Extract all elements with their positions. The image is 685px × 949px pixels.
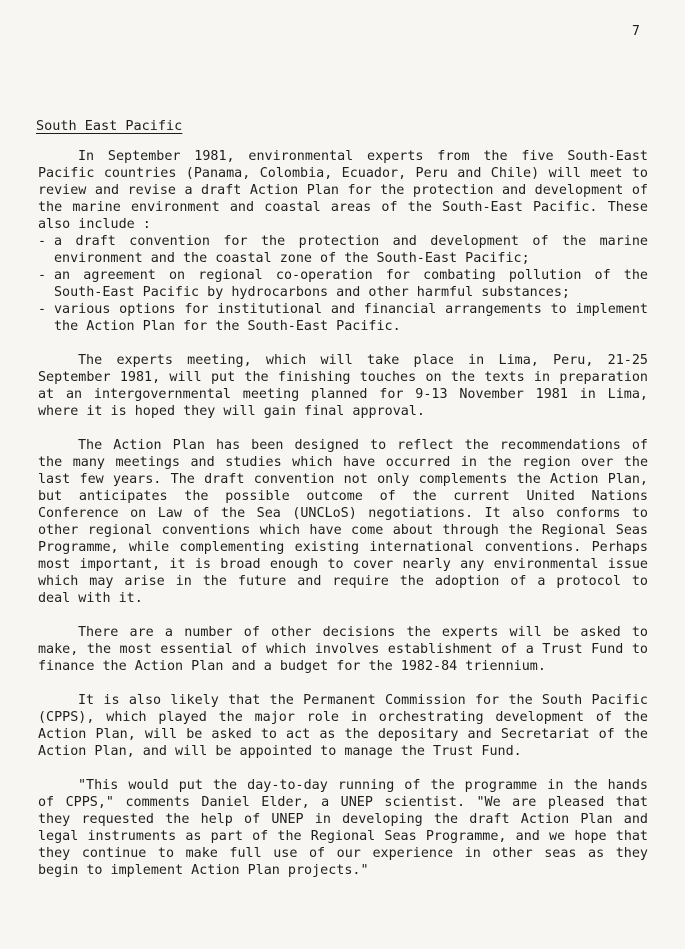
intro-paragraph: In September 1981, environmental experts from the five South-East Pacific countries (Panama, Colombia, Ecuador, Peru and Chile) will meet to review and revise a draft Action Plan for the protection and development of the marine environment and coastal areas of the South-East Pacific. These also include : [38, 149, 648, 232]
list-item-text: a draft convention for the protection and development of the marine environment and the coastal zone of the South-East Pacific; [54, 234, 648, 266]
paragraph-trust-fund: There are a number of other decisions the experts will be asked to make, the most essential of which involves establishment of a Trust Fund to finance the Action Plan and a budget for the 1982-84 triennium. [38, 625, 648, 674]
article-body [38, 148, 648, 896]
list-item [38, 267, 648, 301]
page-number: 7 [632, 24, 640, 39]
section-heading: South East Pacific [36, 118, 183, 134]
paragraph-cpps-role: It is also likely that the Permanent Commission for the South Pacific (CPPS), which played the major role in orchestrating development of the Action Plan, will be asked to act as the depositary and Secretariat of the Action Plan, and will be appointed to manage the Trust Fund. [38, 693, 648, 759]
paragraph-quote: "This would put the day-to-day running of the programme in the hands of CPPS," comments Daniel Elder, a UNEP scientist. "We are pleased that they requested the help of UNEP in developing the draft Action Plan and legal instruments as part of the Regional Seas Programme, and we hope that they continue to make full use of our experience in other seas as they begin to implement Action Plan projects." [38, 778, 648, 878]
list-item [38, 233, 648, 267]
paragraph-action-plan-design: The Action Plan has been designed to reflect the recommendations of the many meetings and studies which have occurred in the region over the last few years. The draft convention not only complements the Action Plan, but anticipates the possible outcome of the current United Nations Conference on Law of the Sea (UNCLoS) negotiations. It also conforms to other regional conventions which have come about through the Regional Seas Programme, while complementing existing international conventions. Perhaps most important, it is broad enough to cover nearly any environmental issue which may arise in the future and require the adoption of a protocol to deal with it. [38, 438, 648, 606]
list-item-text: various options for institutional and financial arrangements to implement the Action Plan for the South-East Pacific. [54, 302, 648, 334]
list-dash: - [38, 268, 47, 283]
paragraph-experts-meeting: The experts meeting, which will take place in Lima, Peru, 21-25 September 1981, will put the finishing touches on the texts in preparation at an intergovernmental meeting planned for 9-13 November 1981 in Lima, where it is hoped they will gain final approval. [38, 353, 648, 419]
included-items-list [38, 233, 648, 335]
list-dash: - [38, 234, 47, 249]
list-item [38, 301, 648, 335]
list-item-text: an agreement on regional co-operation for combating pollution of the South-East Pacific by hydrocarbons and other harmful substances; [54, 268, 648, 300]
list-dash: - [38, 302, 47, 317]
